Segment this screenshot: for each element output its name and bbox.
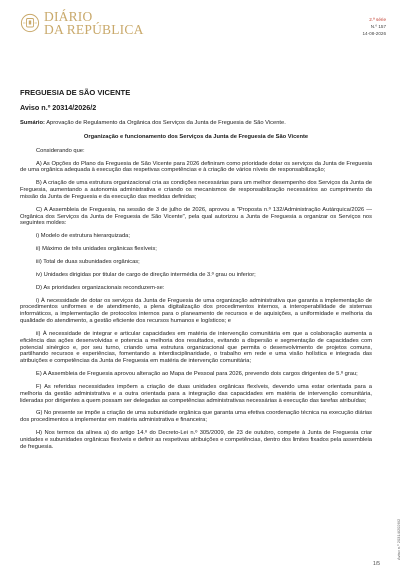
summary-label: Sumário: bbox=[20, 120, 45, 126]
paragraph: D) As prioridades organizacionais reconduzem-se: bbox=[36, 284, 165, 291]
document-title: Organização e funcionamento dos Serviços da Junta de Freguesia de São Vicente bbox=[83, 133, 309, 140]
issue-number: N.º 157 bbox=[370, 23, 386, 29]
document-body bbox=[20, 88, 372, 451]
paragraph: A) As Opções do Plano da Freguesia de São Vicente para 2026 definiram como prioridade dotar os serviços da Junta de Freguesia de uma orgânica adequada à execução das respetivas competências e à criação de vários níveis de responsabilização; bbox=[20, 160, 372, 174]
paragraph: iv) Unidades dirigidas por titular de cargo de direção intermédia de 3.º grau ou inferior; bbox=[36, 271, 256, 278]
paragraph: C) A Assembleia de Freguesia, na sessão de 3 de julho de 2026, aprovou a "Proposta n.º 132/Administração Autárquica/2026 — Orgânica dos Serviços da Junta de Freguesia de São Vicente", pela qual autorizou a Junta de Freguesia a organizar os Serviços nos seguintes moldes: bbox=[20, 206, 372, 227]
paragraph: iii) Total de duas subunidades orgânicas; bbox=[36, 258, 140, 265]
paragraph: ii) À necessidade de integrar e articular capacidades em matéria de intervenção comunitária em que a colaboração aumenta a eficiência das ações desenvolvidas e potencia a melhoria dos resultados, evitando a dispersão e segmentação de capacidades com potencial sinérgico e, por seu turno, criando uma estrutura organizacional que permita o desenvolvimento de projetos comuns, partilhando recursos e experiências, fomentando a interdisciplinaridade, o trabalho em rede e uma visão holística e integrada das atribuições e competências da Junta de Freguesia em matéria de intervenção comunitária; bbox=[20, 330, 372, 365]
issue-date: 14-08-2026 bbox=[362, 30, 386, 36]
series-label: 2.ª série bbox=[369, 17, 386, 22]
publication-logo bbox=[44, 11, 144, 36]
issue-meta bbox=[363, 17, 387, 37]
notice-number: Aviso n.º 20314/2026/2 bbox=[20, 103, 97, 112]
paragraph: Considerando que: bbox=[36, 147, 85, 154]
page-number: 1/5 bbox=[373, 561, 380, 567]
side-note bbox=[396, 470, 402, 560]
paragraph-list bbox=[20, 148, 372, 451]
entity-name: FREGUESIA DE SÃO VICENTE bbox=[20, 88, 131, 97]
paragraph: B) A criação de uma estrutura organizacional cria as condições necessárias para um melhor desempenho dos Serviços da Junta de Freguesia, aumentando a autonomia administrativa e criando os mecanismos de responsabilização necessários ao cumprimento da missão da Junta de Freguesia e da execução das medidas definidas; bbox=[20, 180, 372, 200]
paragraph: G) No presente se impõe a criação de uma subunidade orgânica que garanta uma efetiva coordenação técnica na execução diárias dos procedimentos a implementar em matéria administrativa e financeira; bbox=[20, 410, 372, 424]
logo-line-2: DA REPÚBLICA bbox=[44, 21, 144, 37]
logo-line-1: DIÁRIO bbox=[44, 9, 93, 24]
side-note-text: Aviso n.º 20314/2026/2 bbox=[396, 518, 401, 560]
paragraph: F) As referidas necessidades impõem a criação de duas unidades orgânicas flexíveis, devendo uma estar orientada para a melhoria da gestão administrativa e a outra orientada para a integração das capacidades em matéria de intervenção comunitária, lideradas por dirigentes a quem possam ser delegadas as competências administrativas necessárias à execução das tarefas atribuídas; bbox=[20, 383, 372, 404]
summary bbox=[20, 120, 372, 127]
paragraph: H) Nos termos da alínea a) do artigo 14.º do Decreto-Lei n.º 305/2009, de 23 de outubro, compete à Junta de Freguesia criar unidades e subunidades orgânicas flexíveis e definir as respetivas atribuições e competências, dentro dos limites fixados pela assembleia de freguesia. bbox=[20, 430, 372, 450]
republic-emblem-icon bbox=[20, 13, 40, 33]
paragraph: i) Modelo de estrutura hierarquizada; bbox=[36, 233, 130, 240]
page-header bbox=[20, 10, 390, 50]
summary-text: Aprovação de Regulamento da Orgânica dos Serviços da Junta de Freguesia de São Vicente. bbox=[44, 120, 286, 126]
paragraph: E) A Assembleia de Freguesia aprovou alteração ao Mapa de Pessoal para 2026, prevendo dois cargos dirigentes de 5.º grau; bbox=[36, 371, 358, 378]
paragraph: i) À necessidade de dotar os serviços da Junta de Freguesia de uma organização administrativa que garanta a implementação de procedimentos uniformes e de atendimento, a plena digitalização dos procedimentos internos, a interoperabilidade de sistemas informáticos, a implementação de protocolos internos para o planeamento de recursos e de aquisições, a uniformidade e melhoria da qualidade do atendimento, a gestão eficiente dos recursos humanos e logísticos; e bbox=[20, 297, 372, 325]
paragraph: ii) Máximo de três unidades orgânicas flexíveis; bbox=[36, 246, 157, 253]
